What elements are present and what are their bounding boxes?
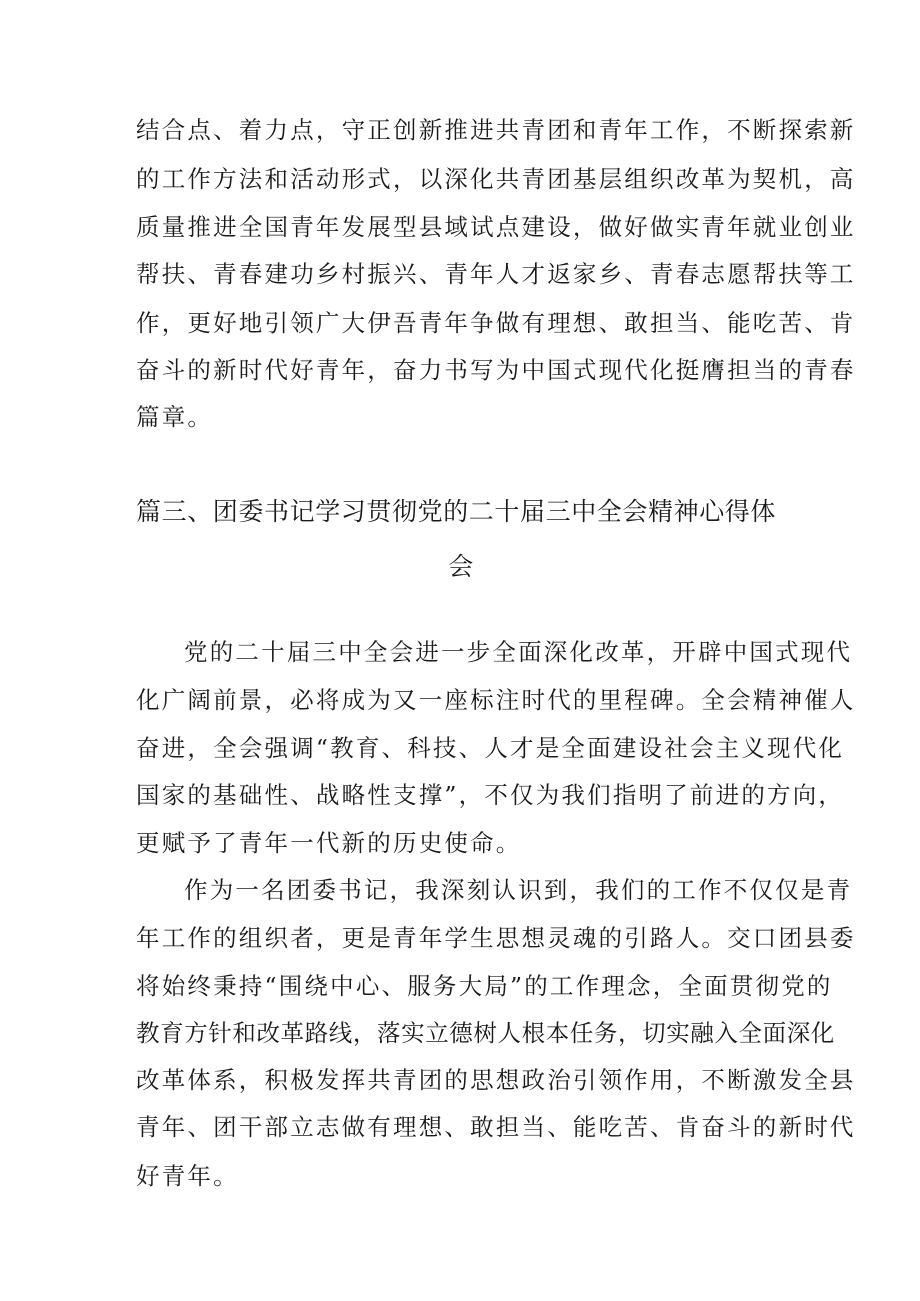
- text-line: 质量推进全国青年发展型县域试点建设，做好做实青年就业创业: [136, 213, 856, 241]
- text-line: 将始终秉持“围绕中心、服务大局”的工作理念，全面贯彻党的: [136, 972, 833, 1000]
- text-line: 年工作的组织者，更是青年学生思想灵魂的引路人。交口团县委: [136, 924, 856, 952]
- text-line: 作为一名团委书记，我深刻认识到，我们的工作不仅仅是青: [184, 876, 853, 904]
- text-line: 篇章。: [136, 403, 214, 431]
- text-line: 结合点、着力点，守正创新推进共青团和青年工作，不断探索新: [136, 116, 856, 144]
- section-heading-line-1: 篇三、团委书记学习贯彻党的二十届三中全会精神心得体: [136, 497, 777, 526]
- section-heading-line-2: 会: [448, 552, 474, 581]
- text-line: 化广阔前景，必将成为又一座标注时代的里程碑。全会精神催人: [136, 686, 856, 714]
- text-line: 改革体系，积极发挥共青团的思想政治引领作用，不断激发全县: [136, 1066, 856, 1094]
- text-line: 奋进，全会强调“教育、科技、人才是全面建设社会主义现代化: [136, 734, 845, 762]
- text-line: 国家的基础性、战略性支撑”，不仅为我们指明了前进的方向，: [136, 781, 845, 809]
- text-line: 帮扶、青春建功乡村振兴、青年人才返家乡、青春志愿帮扶等工: [136, 260, 856, 288]
- text-line: 教育方针和改革路线，落实立德树人根本任务，切实融入全面深化: [136, 1019, 835, 1047]
- text-line: 的工作方法和活动形式，以深化共青团基层组织改革为契机，高: [136, 165, 856, 193]
- text-line: 更赋予了青年一代新的历史使命。: [136, 829, 522, 857]
- text-line: 作，更好地引领广大伊吾青年争做有理想、敢担当、能吃苦、肯: [136, 309, 856, 337]
- text-line: 青年、团干部立志做有理想、敢担当、能吃苦、肯奋斗的新时代: [136, 1113, 856, 1141]
- text-line: 好青年。: [136, 1162, 239, 1190]
- text-line: 党的二十届三中全会进一步全面深化改革，开辟中国式现代: [184, 638, 853, 666]
- text-line: 奋斗的新时代好青年，奋力书写为中国式现代化挺膺担当的青春: [136, 356, 856, 384]
